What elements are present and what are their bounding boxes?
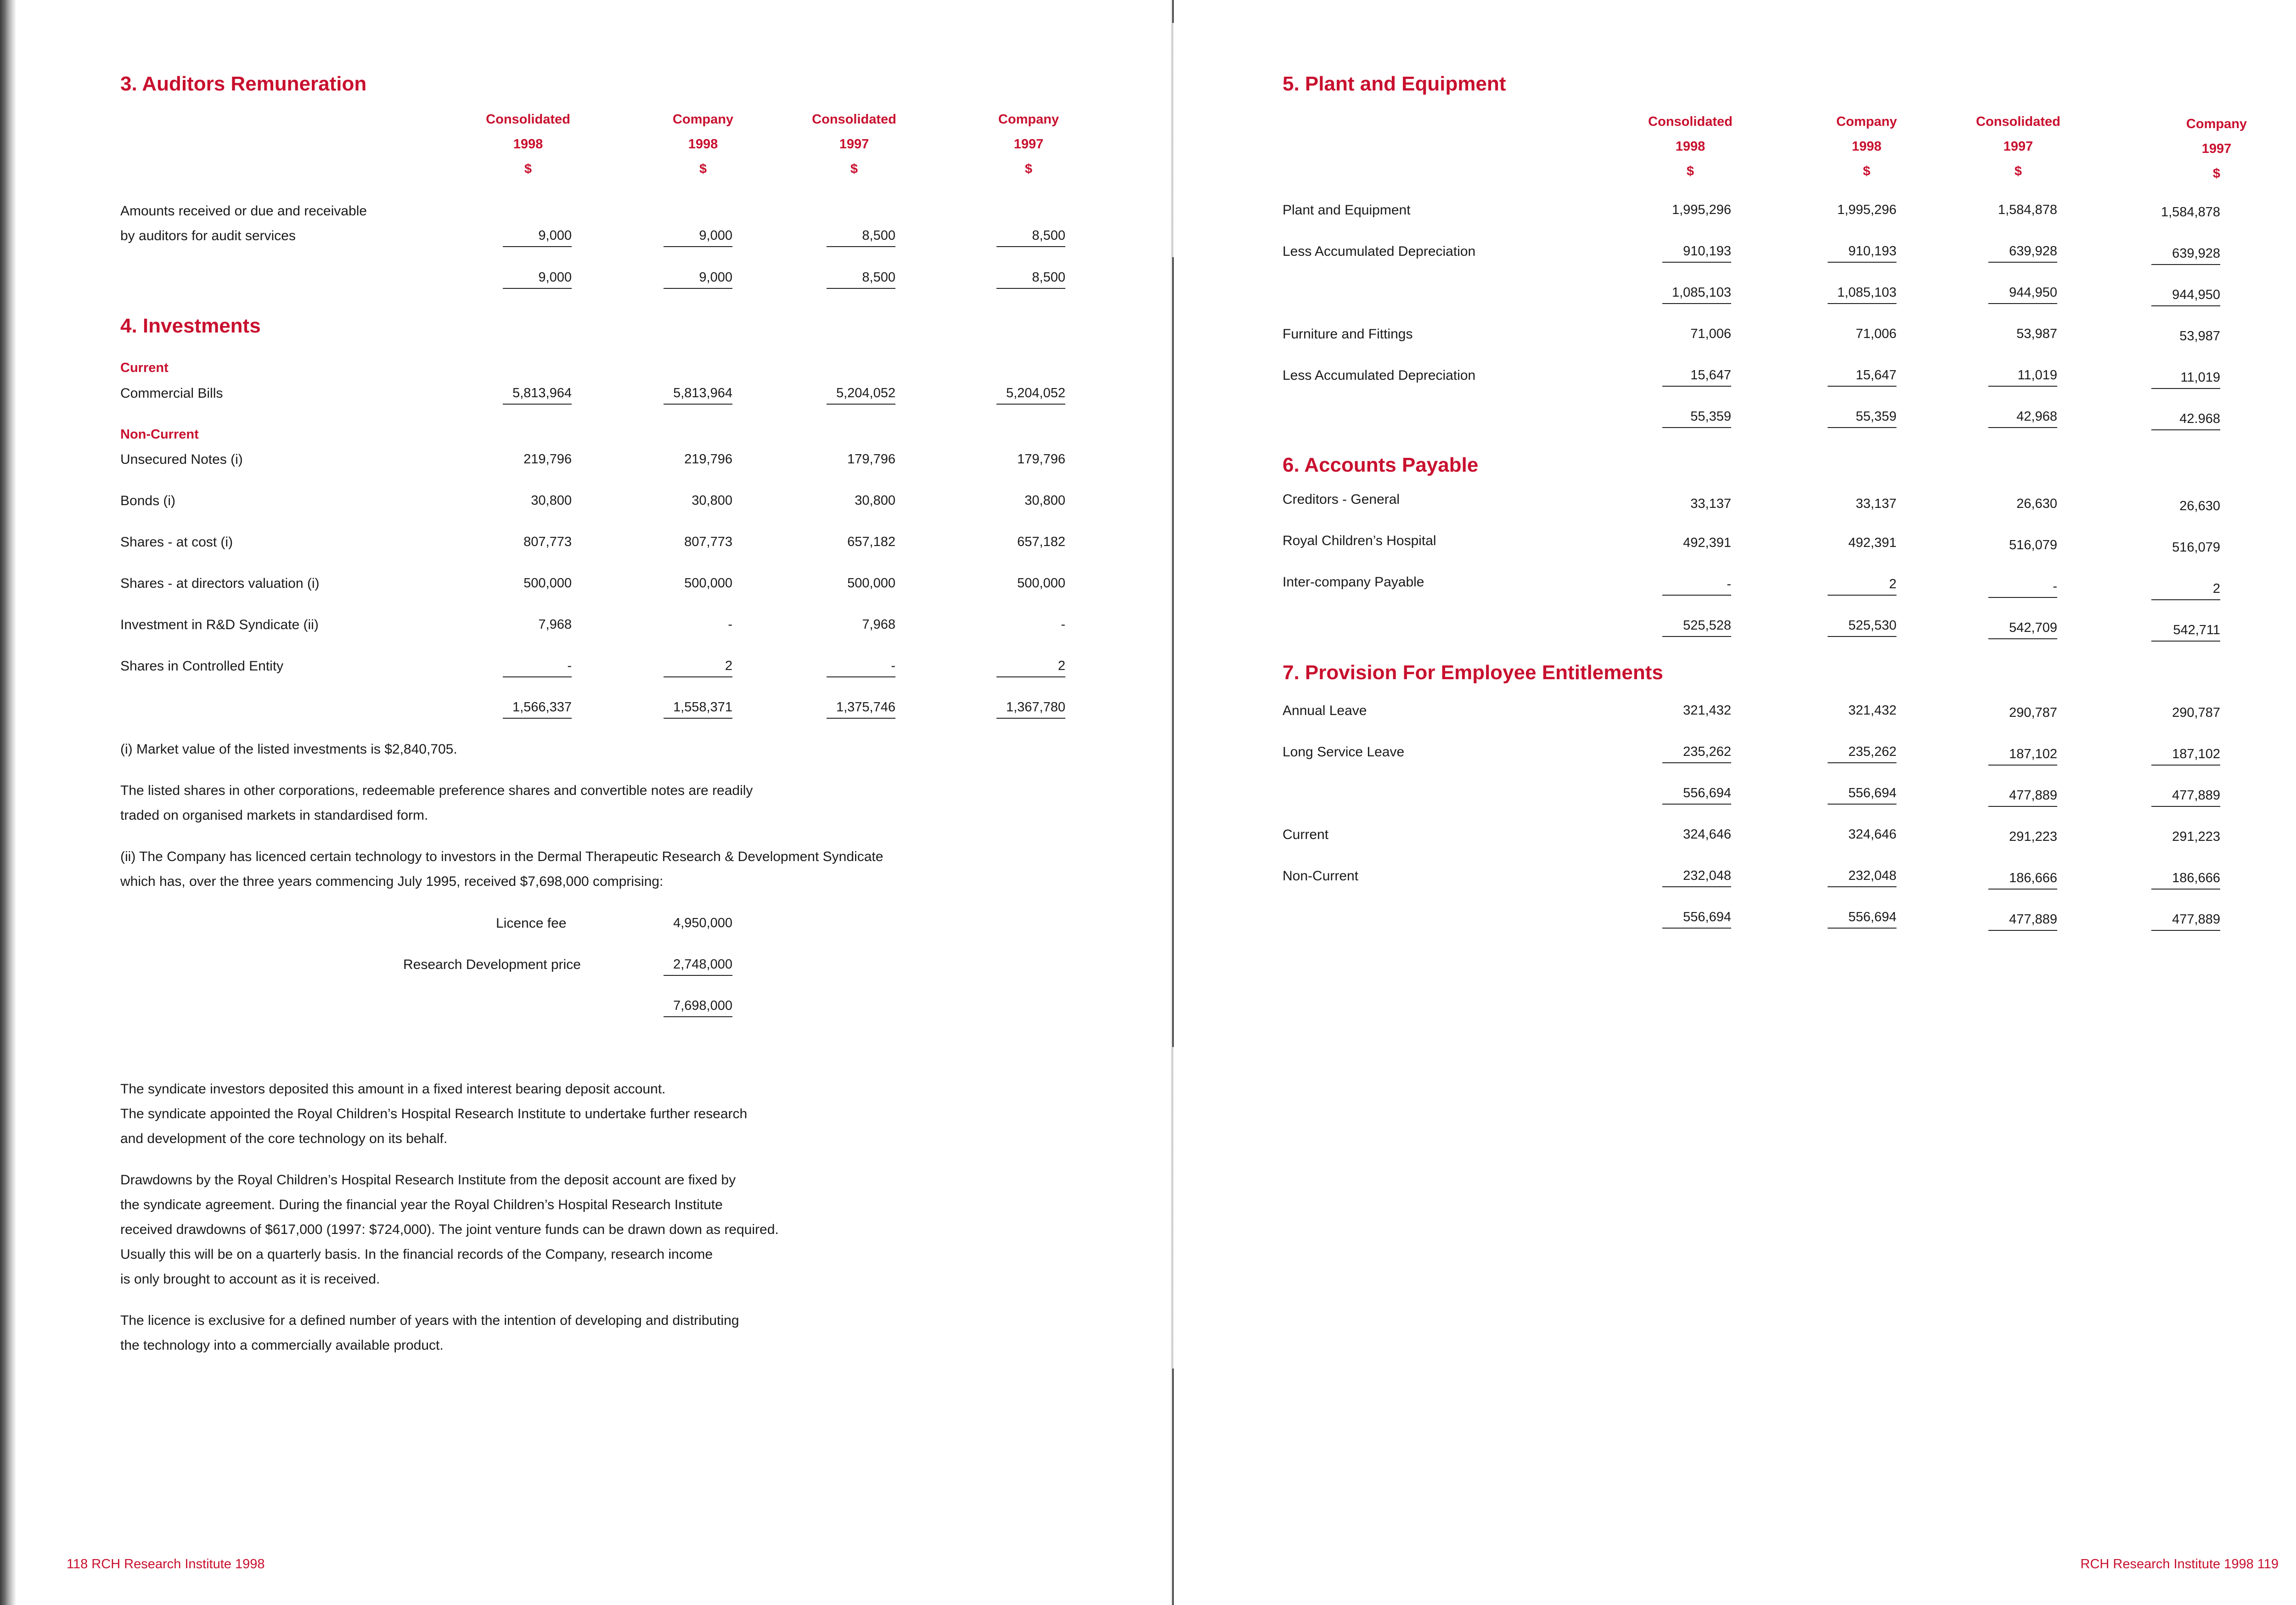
cell-value: 639,928 [1988,244,2057,263]
row-label: Shares - at directors valuation (i) [120,576,320,591]
cell-value: 910,193 [1662,244,1731,263]
cell-value: 500,000 [523,576,572,591]
cell-value: 9,000 [664,270,732,289]
col-header-entity: Company [672,112,734,127]
paragraph-line: The licence is exclusive for a defined number of years with the intention of developing and distributing [120,1313,739,1328]
cell-value: 187,102 [2151,747,2220,766]
cell-value: 232,048 [1828,868,1896,887]
section-title-investments: 4. Investments [120,315,261,337]
licence-label: Licence fee [496,916,567,931]
cell-value: 556,694 [1828,910,1896,929]
row-label: Annual Leave [1283,703,1367,718]
paragraph-line: received drawdowns of $617,000 (1997: $724,000). The joint venture funds can be drawn down as required. [120,1222,779,1237]
cell-value: - [1988,579,2057,598]
cell-value: 516,079 [2172,540,2220,555]
col-header-year: 1998 [1675,139,1705,154]
cell-value: 807,773 [684,535,732,549]
cell-value: 1,558,371 [664,700,732,719]
book-spine-shadow [0,0,16,1605]
cell-value: 8,500 [827,270,895,289]
page-footer-left: 118 RCH Research Institute 1998 [67,1557,265,1571]
licence-total: 7,698,000 [664,998,732,1017]
col-header-entity: Company [2186,117,2247,131]
cell-value: 15,647 [1828,368,1896,387]
cell-value: 500,000 [1017,576,1065,591]
cell-value: 1,085,103 [1662,285,1731,304]
row-label: Plant and Equipment [1283,203,1411,218]
cell-value: 235,262 [1662,744,1731,763]
cell-value: 33,137 [1690,496,1731,511]
note-licence: which has, over the three years commencing July 1995, received $7,698,000 comprising: [120,874,664,889]
col-header-year: 1997 [2003,139,2033,154]
section-title-employee-entitlements: 7. Provision For Employee Entitlements [1283,661,1663,684]
cell-value: 556,694 [1828,786,1896,805]
col-header-unit: $ [699,162,707,176]
cell-value: 500,000 [847,576,895,591]
cell-value: 556,694 [1662,910,1731,929]
row-label: Non-Current [1283,868,1359,884]
col-header-entity: Company [1836,114,1897,129]
row-label: Less Accumulated Depreciation [1283,244,1476,259]
cell-value: 477,889 [2151,912,2220,931]
cell-value: 7,968 [862,617,895,632]
col-header-year: 1998 [1851,139,1882,154]
paragraph-line: and development of the core technology on its behalf. [120,1131,448,1146]
cell-value: 2 [664,659,732,677]
cell-value: 5,204,052 [827,386,895,405]
paragraph-line: the syndicate agreement. During the financial year the Royal Children’s Hospital Research Institute [120,1197,723,1212]
paragraph-line: Drawdowns by the Royal Children’s Hospital Research Institute from the deposit account are fixed by [120,1172,736,1188]
cell-value: - [827,659,895,677]
cell-value: 542,709 [1988,620,2057,639]
row-label: Bonds (i) [120,493,176,508]
cell-value: 492,391 [1848,535,1896,550]
cell-value: 2 [2151,581,2220,600]
gutter-line [1172,0,1174,23]
cell-value: 1,367,780 [996,700,1065,719]
col-header-unit: $ [1863,164,1871,179]
cell-value: 187,102 [1988,747,2057,766]
cell-value: 290,787 [2009,705,2057,720]
col-header-year: 1998 [688,137,718,152]
cell-value: 542,711 [2151,623,2220,642]
note-market-value: (i) Market value of the listed investments is $2,840,705. [120,742,457,757]
cell-value: 657,182 [1017,535,1065,549]
cell-value: 910,193 [1828,244,1896,263]
cell-value: 55,359 [1828,409,1896,428]
col-header-year: 1997 [2201,141,2232,156]
cell-value: 7,968 [538,617,572,632]
cell-value: 1,995,296 [1671,203,1731,217]
row-label: Current [1283,827,1329,842]
cell-value: 42.968 [2151,411,2220,430]
cell-value: 1,566,337 [503,700,572,719]
row-label: Royal Children’s Hospital [1283,533,1436,548]
note-listed-shares: The listed shares in other corporations, redeemable preference shares and convertible notes are readily [120,783,753,798]
note-listed-shares: traded on organised markets in standardised form. [120,808,428,823]
cell-value: 15,647 [1662,368,1731,387]
col-header-unit: $ [524,162,532,176]
cell-value: 321,432 [1848,703,1896,718]
row-label: Shares in Controlled Entity [120,659,284,674]
cell-value: 5,204,052 [996,386,1065,405]
cell-value: 944,950 [1988,285,2057,304]
cell-value: 525,528 [1662,618,1731,637]
cell-value: - [1061,617,1065,632]
cell-value: 290,787 [2172,705,2220,720]
col-header-unit: $ [850,162,858,176]
cell-value: 2 [1828,577,1896,596]
cell-value: 2 [996,659,1065,677]
col-header-entity: Consolidated [486,112,570,127]
col-header-unit: $ [2212,166,2221,181]
col-header-entity: Consolidated [1648,114,1733,129]
row-label: Furniture and Fittings [1283,327,1413,342]
cell-value: 8,500 [996,270,1065,289]
paragraph-line: the technology into a commercially available product. [120,1338,444,1353]
cell-value: 324,646 [1848,827,1896,842]
col-header-year: 1997 [839,137,869,152]
cell-value: 944,950 [2151,287,2220,306]
cell-value: 477,889 [2151,788,2220,807]
cell-value: 26,630 [2179,499,2220,513]
subheading-noncurrent: Non-Current [120,427,199,442]
gutter-line [1172,257,1174,1047]
cell-value: 8,500 [996,228,1065,247]
cell-value: 179,796 [1017,452,1065,467]
paragraph-line: The syndicate appointed the Royal Children’s Hospital Research Institute to undertake further research [120,1106,748,1121]
cell-value: 516,079 [2009,538,2057,552]
section-title-accounts-payable: 6. Accounts Payable [1283,454,1479,476]
cell-value: 8,500 [827,228,895,247]
cell-value: 1,584,878 [1998,203,2057,217]
row-label: Less Accumulated Depreciation [1283,368,1476,383]
row-label: Shares - at cost (i) [120,535,233,550]
col-header-entity: Consolidated [1976,114,2060,129]
licence-value: 2,748,000 [664,957,732,976]
row-label: Unsecured Notes (i) [120,452,243,467]
cell-value: 30,800 [531,493,572,508]
licence-value: 4,950,000 [673,916,732,930]
cell-value: 53,987 [2179,329,2220,344]
licence-label: Research Development price [403,957,581,972]
cell-value: 291,223 [2172,829,2220,844]
cell-value: - [503,659,572,677]
row-label: Long Service Leave [1283,744,1405,760]
cell-value: 30,800 [692,493,732,508]
row-label: Inter-company Payable [1283,574,1424,590]
cell-value: 1,584,878 [2161,205,2220,220]
cell-value: 477,889 [1988,912,2057,931]
cell-value: 55,359 [1662,409,1731,428]
cell-value: 232,048 [1662,868,1731,887]
cell-value: - [1662,577,1731,596]
paragraph-line: Usually this will be on a quarterly basis. In the financial records of the Company, research income [120,1247,713,1262]
cell-value: 53,987 [2016,327,2057,341]
cell-value: 219,796 [684,452,732,467]
cell-value: 324,646 [1683,827,1731,842]
cell-value: - [728,617,732,632]
cell-value: 1,085,103 [1828,285,1896,304]
row-label: Creditors - General [1283,492,1400,507]
cell-value: 9,000 [664,228,732,247]
section-title-auditors: 3. Auditors Remuneration [120,73,367,95]
row-label: Commercial Bills [120,386,223,401]
cell-value: 186,666 [2151,871,2220,890]
cell-value: 33,137 [1856,496,1896,511]
row-label: Investment in R&D Syndicate (ii) [120,617,319,632]
cell-value: 9,000 [503,228,572,247]
col-header-year: 1997 [1013,137,1044,152]
paragraph-line: is only brought to account as it is received. [120,1272,380,1287]
cell-value: 42,968 [1988,409,2057,428]
cell-value: 71,006 [1690,327,1731,341]
row-label: Amounts received or due and receivable [120,203,367,219]
cell-value: 219,796 [523,452,572,467]
cell-value: 186,666 [1988,871,2057,890]
subheading-current: Current [120,360,169,375]
col-header-unit: $ [1686,164,1694,179]
page-footer-right: RCH Research Institute 1998 119 [2080,1557,2279,1571]
col-header-entity: Company [998,112,1059,127]
cell-value: 807,773 [523,535,572,549]
cell-value: 1,375,746 [827,700,895,719]
cell-value: 639,928 [2151,246,2220,265]
cell-value: 235,262 [1828,744,1896,763]
section-title-plant-equipment: 5. Plant and Equipment [1283,73,1506,95]
cell-value: 291,223 [2009,829,2057,844]
cell-value: 11,019 [1988,368,2057,387]
col-header-year: 1998 [513,137,543,152]
cell-value: 11,019 [2151,370,2220,389]
cell-value: 556,694 [1662,786,1731,805]
cell-value: 30,800 [855,493,895,508]
cell-value: 9,000 [503,270,572,289]
col-header-unit: $ [1024,162,1033,176]
cell-value: 321,432 [1683,703,1731,718]
row-label: by auditors for audit services [120,228,296,243]
cell-value: 71,006 [1856,327,1896,341]
cell-value: 26,630 [2016,496,2057,511]
cell-value: 525,530 [1828,618,1896,637]
gutter-line [1172,1368,1174,1605]
cell-value: 5,813,964 [503,386,572,405]
col-header-entity: Consolidated [812,112,896,127]
cell-value: 5,813,964 [664,386,732,405]
cell-value: 179,796 [847,452,895,467]
cell-value: 500,000 [684,576,732,591]
cell-value: 492,391 [1683,535,1731,550]
col-header-unit: $ [2014,164,2022,179]
note-licence: (ii) The Company has licenced certain technology to investors in the Dermal Therapeutic Research & Development Syndicate [120,849,884,864]
paragraph-line: The syndicate investors deposited this amount in a fixed interest bearing deposit account. [120,1081,666,1097]
cell-value: 1,995,296 [1837,203,1896,217]
cell-value: 657,182 [847,535,895,549]
cell-value: 477,889 [1988,788,2057,807]
cell-value: 30,800 [1024,493,1065,508]
